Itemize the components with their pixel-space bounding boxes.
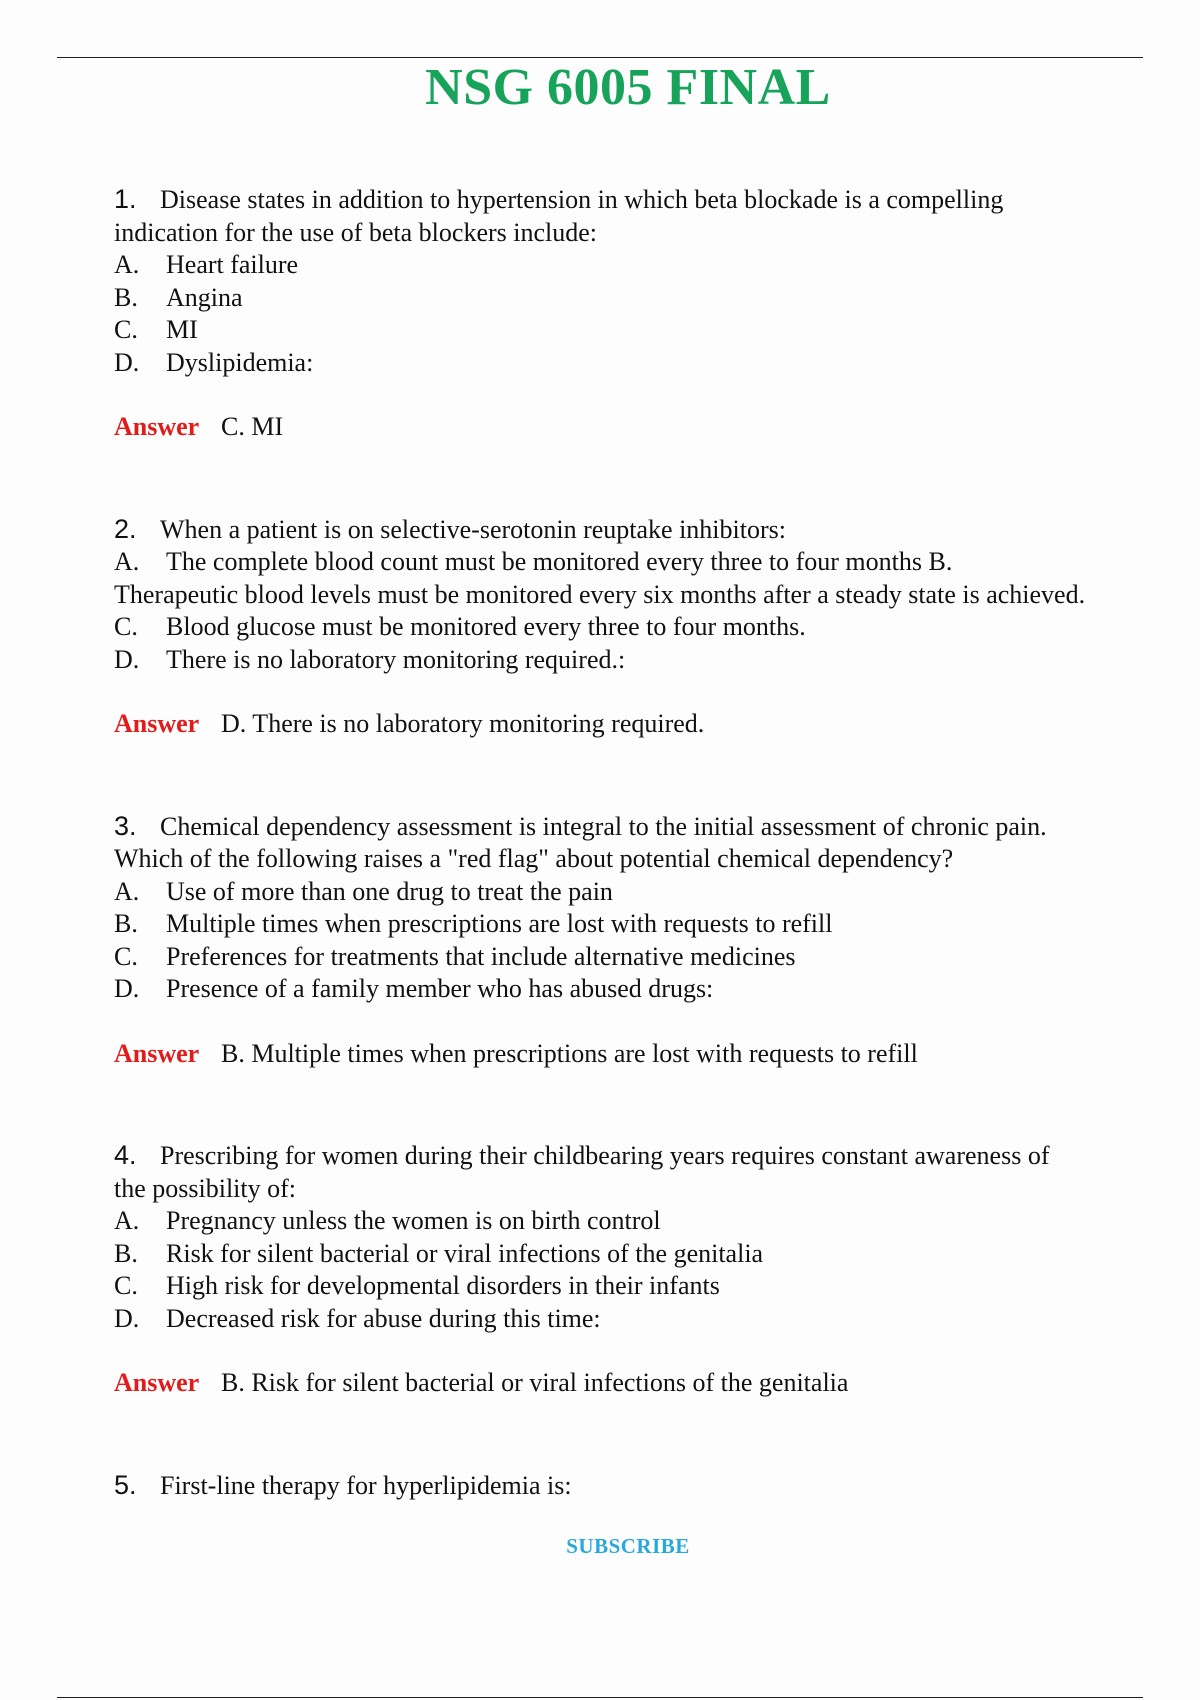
question-2 xyxy=(114,513,1144,741)
option-c: C. Blood glucose must be monitored every three to four months. xyxy=(114,612,806,641)
option-b-continuation: Therapeutic blood levels must be monitored every six months after a steady state is achieved. xyxy=(114,579,1086,609)
question-text-line: the possibility of: xyxy=(114,1173,296,1203)
answer-label: Answer xyxy=(114,709,200,738)
option-b: B. Risk for silent bacterial or viral infections of the genitalia xyxy=(114,1238,764,1268)
question-number: 3. xyxy=(114,810,137,841)
question-5 xyxy=(114,1469,1144,1503)
question-list xyxy=(114,183,1144,1502)
question-1 xyxy=(114,183,1144,444)
question-text-line: indication for the use of beta blockers include: xyxy=(114,217,598,247)
question-text-line: When a patient is on selective-serotonin reuptake inhibitors: xyxy=(160,514,786,544)
question-text-line: Disease states in addition to hypertension in which beta blockade is a compelling xyxy=(160,185,1004,214)
question-text xyxy=(114,183,1144,217)
question-text xyxy=(114,810,1144,844)
answer-text: C. MI xyxy=(221,412,284,441)
option-a: A. Use of more than one drug to treat the pain xyxy=(114,876,613,906)
answer-line xyxy=(114,411,1144,444)
answer-text: D. There is no laboratory monitoring required. xyxy=(221,709,705,738)
question-text-line: Chemical dependency assessment is integral to the initial assessment of chronic pain. xyxy=(160,811,1047,841)
question-text xyxy=(114,1139,1144,1173)
option-c: C. MI xyxy=(114,315,198,344)
option-a: A. The complete blood count must be monitored every three to four months B. xyxy=(114,547,953,576)
bottom-rule xyxy=(57,1697,1143,1698)
answer-text: B. Risk for silent bacterial or viral infections of the genitalia xyxy=(221,1368,849,1397)
answer-line xyxy=(114,708,1144,741)
question-number: 5. xyxy=(114,1469,137,1500)
question-text-line: Prescribing for women during their childbearing years requires constant awareness of xyxy=(160,1141,1050,1170)
question-text-line: First-line therapy for hyperlipidemia is: xyxy=(160,1470,572,1500)
answer-label: Answer xyxy=(114,412,200,441)
question-text xyxy=(114,1469,1144,1503)
option-a: A. Heart failure xyxy=(114,250,299,279)
question-4 xyxy=(114,1139,1144,1400)
option-d: D. There is no laboratory monitoring required.: xyxy=(114,644,626,674)
answer-line xyxy=(114,1038,1144,1071)
option-b: B. Angina xyxy=(114,282,243,312)
answer-label: Answer xyxy=(114,1368,200,1397)
document-title: NSG 6005 FINAL xyxy=(425,59,831,116)
option-a: A. Pregnancy unless the women is on birth control xyxy=(114,1206,661,1235)
option-d: D. Decreased risk for abuse during this time: xyxy=(114,1303,601,1333)
question-number: 2. xyxy=(114,513,137,544)
option-d: D. Dyslipidemia: xyxy=(114,347,314,377)
question-text xyxy=(114,513,1144,547)
option-d: D. Presence of a family member who has abused drugs: xyxy=(114,974,714,1003)
question-text-line: Which of the following raises a "red flag" about potential chemical dependency? xyxy=(114,844,954,873)
subscribe-link[interactable]: SUBSCRIBE xyxy=(566,1534,690,1558)
option-b: B. Multiple times when prescriptions are lost with requests to refill xyxy=(114,909,833,938)
question-number: 1. xyxy=(114,184,137,214)
option-c: C. High risk for developmental disorders in their infants xyxy=(114,1271,720,1300)
question-number: 4. xyxy=(114,1140,137,1170)
answer-text: B. Multiple times when prescriptions are lost with requests to refill xyxy=(221,1038,918,1068)
answer-label: Answer xyxy=(114,1038,200,1068)
option-c: C. Preferences for treatments that include alternative medicines xyxy=(114,941,796,971)
answer-line xyxy=(114,1367,1144,1400)
question-3 xyxy=(114,810,1144,1071)
